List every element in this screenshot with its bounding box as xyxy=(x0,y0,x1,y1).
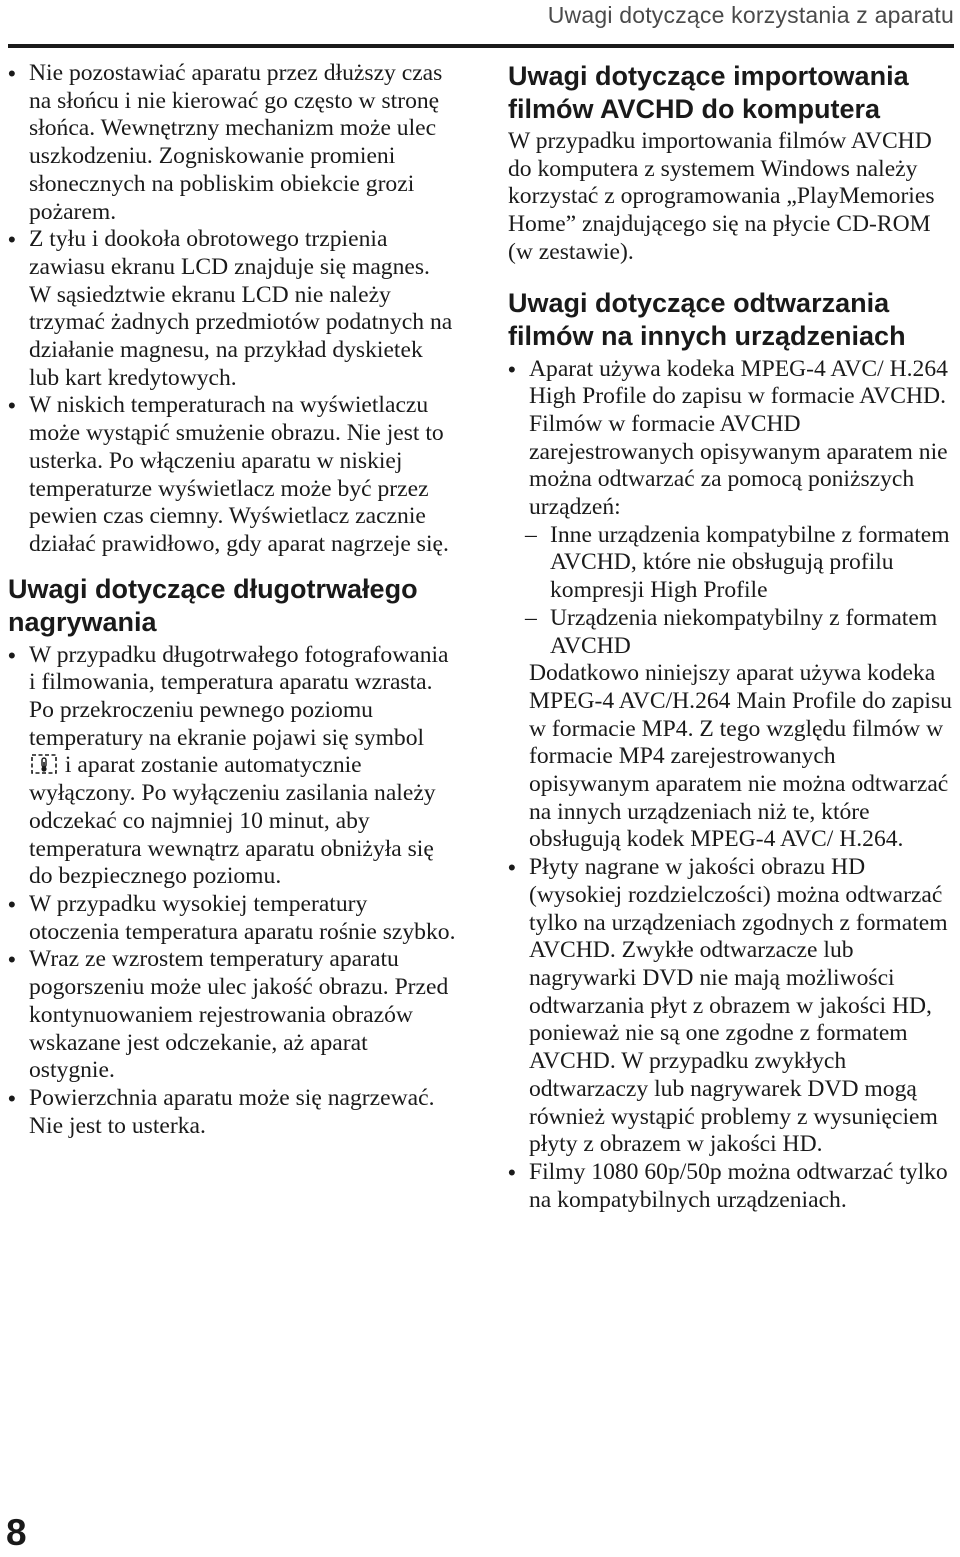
page-number: 8 xyxy=(6,1512,27,1553)
list-item: • Powierzchnia aparatu może się nagrzewać. Nie jest to usterka. xyxy=(8,1085,456,1140)
dash-item: – Inne urządzenia kompatybilne z formatem AVCHD, które nie obsługują profilu kompresji High Profile xyxy=(529,522,956,605)
list-item-text: W przypadku długotrwałego fotografowania i filmowania, temperatura aparatu wzrasta. Po przekroczeniu pewnego poziomu temperatury na ekranie pojawi się symbol xyxy=(29,641,449,751)
overheat-warning-icon xyxy=(31,753,57,775)
dash-item: – Urządzenia niekompatybilny z formatem AVCHD xyxy=(529,605,956,660)
list-item: • Wraz ze wzrostem temperatury aparatu pogorszeniu może ulec jakość obrazu. Przed kontynuowaniem rejestrowania obrazów wskazane jest odczekanie, aż aparat ostygnie. xyxy=(8,946,456,1085)
list-item-text: • Aparat używa kodeka MPEG-4 AVC/ H.264 High Profile do zapisu w formacie AVCHD. Filmów w formacie AVCHD zarejestrowanych opisywanym aparatem nie można odtwarzać za pomocą poniższych urządzeń: xyxy=(529,355,948,521)
long-recording-heading: Uwagi dotyczące długotrwałego nagrywania xyxy=(8,573,418,637)
list-item xyxy=(8,642,456,891)
list-item: • Nie pozostawiać aparatu przez dłuższy czas na słońcu i nie kierować go często w stronę słońca. Wewnętrzny mechanizm może ulec uszkodzeniu. Zogniskowanie promieni słonecznych na pobliskim obiekcie grozi pożarem. xyxy=(8,60,456,226)
list-item: • W przypadku wysokiej temperatury otoczenia temperatura aparatu rośnie szybko. xyxy=(8,891,456,946)
intro-bullet-list xyxy=(8,60,456,559)
list-item: • W niskich temperaturach na wyświetlaczu może wystąpić smużenie obrazu. Nie jest to usterka. Po włączeniu aparatu w niskiej temperaturze wyświetlacz może być przez pewien czas ciemny. Wyświetlacz zacznie działać prawidłowo, gdy aparat nagrzeje się. xyxy=(8,392,456,558)
right-column xyxy=(508,60,956,1214)
header-title: Uwagi dotyczące korzystania z aparatu xyxy=(547,2,954,28)
list-item: • Filmy 1080 60p/50p można odtwarzać tylko na kompatybilnych urządzeniach. xyxy=(508,1159,956,1214)
playback-bullet-list xyxy=(508,356,956,1215)
running-header xyxy=(8,0,954,48)
dash-list xyxy=(529,522,956,661)
left-column xyxy=(8,60,456,1140)
long-recording-bullet-list xyxy=(8,642,456,1141)
import-heading: Uwagi dotyczące importowania filmów AVCHD do komputera xyxy=(508,61,909,124)
list-item xyxy=(508,356,956,855)
list-item-text: Dodatkowo niniejszy aparat używa kodeka MPEG-4 AVC/H.264 Main Profile do zapisu w formacie MP4. Z tego względu filmów w formacie MP4 zarejestrowanych opisywanym aparatem nie można odtwarzać na innych urządzeniach niż te, które obsługują kodek MPEG-4 AVC/ H.264. xyxy=(529,660,952,853)
list-item-text: i aparat zostanie automatycznie wyłączony. Po wyłączeniu zasilania należy odczekać co najmniej 10 minut, aby temperatura wewnątrz aparatu obniżyła się do bezpiecznego poziomu. xyxy=(29,752,436,890)
list-item: • Z tyłu i dookoła obrotowego trzpienia zawiasu ekranu LCD znajduje się magnes. W sąsiedztwie ekranu LCD nie należy trzymać żadnych przedmiotów podatnych na działanie magnesu, na przykład dyskietek lub kart kredytowych. xyxy=(8,226,456,392)
list-item: • Płyty nagrane w jakości obrazu HD (wysokiej rozdzielczości) można odtwarzać tylko na urządzeniach zgodnych z formatem AVCHD. Zwykłe odtwarzacze lub nagrywarki DVD nie mają możliwości odtwarzania płyt z obrazem w jakości HD, ponieważ nie są one zgodne z formatem AVCHD. W przypadku zwykłych odtwarzaczy lub nagrywarek DVD mogą również wystąpić problemy z wysunięciem płyty z obrazem w jakości HD. xyxy=(508,854,956,1159)
playback-heading: Uwagi dotyczące odtwarzania filmów na innych urządzeniach xyxy=(508,287,906,351)
import-text: W przypadku importowania filmów AVCHD do komputera z systemem Windows należy korzystać z oprogramowania „PlayMemories Home” znajdującego się na płycie CD-ROM (w zestawie). xyxy=(508,128,935,265)
